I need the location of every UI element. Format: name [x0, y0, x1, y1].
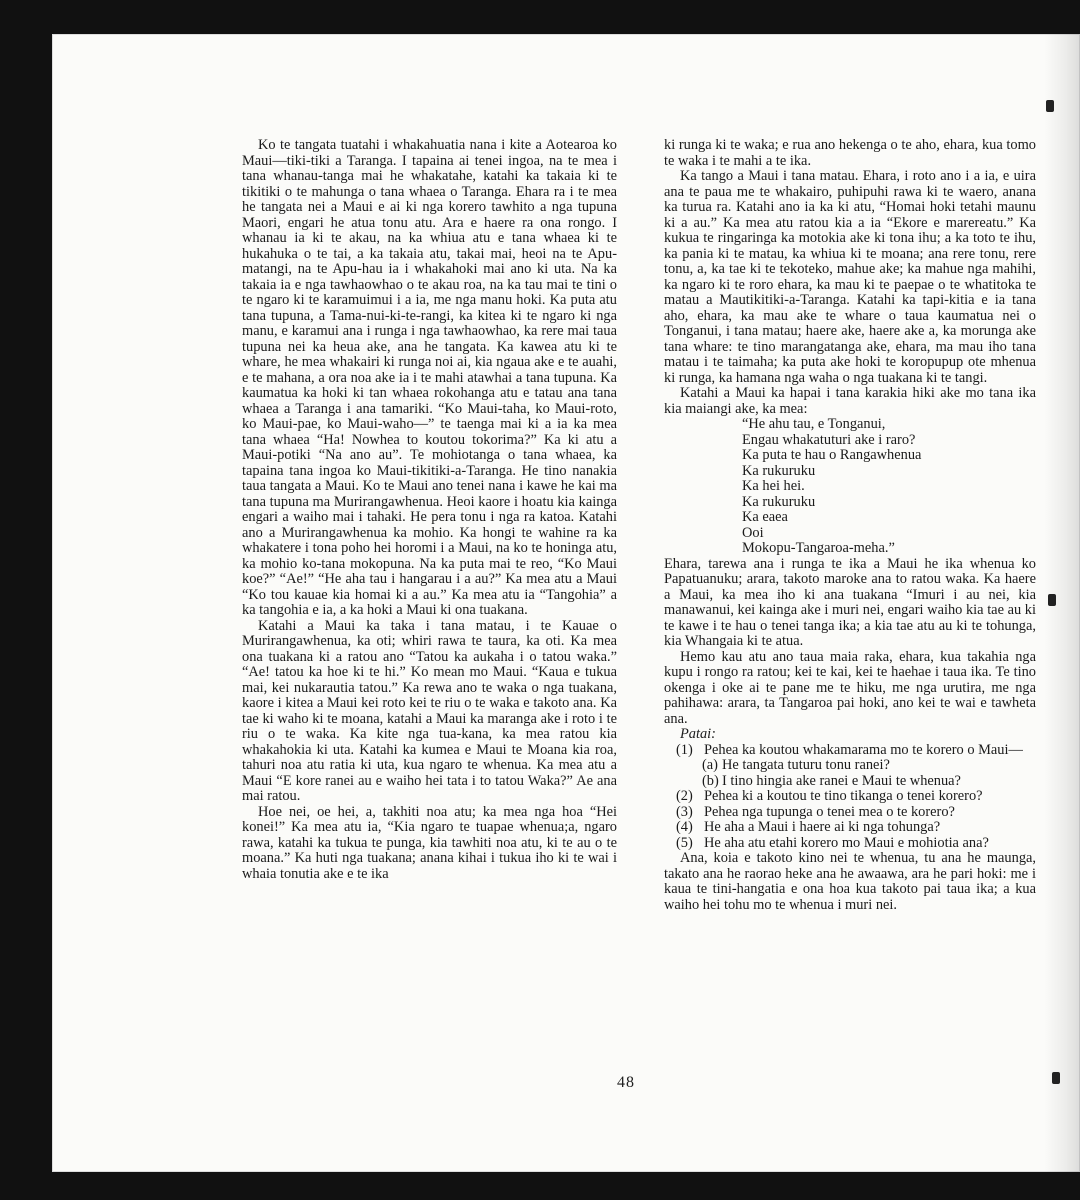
verse-line: Ka hei hei. — [742, 478, 805, 494]
paragraph: ki runga ki te waka; e rua ano hekenga o te aho, ehara, kua tomo te waka i te mahi a te ika. — [664, 137, 1036, 169]
verse-line: Ooi — [742, 524, 764, 541]
question-text: Pehea nga tupunga o tenei mea o te korero? — [704, 803, 955, 820]
verse-line: Engau whakatuturi ake i raro? — [742, 431, 916, 448]
question-item — [664, 836, 1036, 852]
question-number: (5) — [676, 834, 693, 851]
paragraph: Ko te tangata tuatahi i whakahuatia nana i kite a Aotearoa ko Maui—tiki-tiki a Taranga. I tapaina ai tenei ingoa, na te mea i tana whanau-tanga mai he whakatahe, katahi ka takaia ki te tikitiki o te mahunga o tana whaea o Taranga. Ehara ra i te mea he tangata nei a Maui e ai ki nga korero tawhito a nga tupuna Maori, engari he atua tonu atu. Ara e haere ra ona rongo. I whanau ia ki te akau, na ka whiua atu e tana whaea ki te hukahuka o te tai, a ka takaia atu, takai mai, heoi na te Apu-matangi, na te Apu-hau ia i whakahoki mai ano ki uta. Na ka takaia ia e nga tawhaowhao o te akau roa, na ka tau mai te tini o te ngaro ki te karamuimui i a ia, me nga manu hoki. Ka puta atu tana tupuna, a Tama-nui-ki-te-rangi, ka kitea ki te ngaro ki nga manu, e karamui ana i runga i nga tawhaowhao, ka rere mai taua tupuna nei ka heua ake, ana he tangata. Ka kawea atu ki te whare, he mea whakairi ki runga noi ai, kia ngaua ake e te auahi, e te mahana, a ora noa ake ia i te mahi atawhai a tana tupuna. Ka kaumatua ka hoki ki tan whaea rokohanga atu e tatau ana tana whaea a Taranga i ana tamariki. “Ko Maui-taha, ko Maui-roto, ko Maui-pae, ko Maui-waho—” te taenga mai ki a ia ka mea tana whaea “Ha! Nowhea to koutou tokorima?” Ka ki atu a Maui-potiki “Na ano au”. Te mohiotanga o tana whaea, ka tapaina tana ingoa ko Maui-tikitiki-a-Taranga. He tino nanakia taua tangata a Maui. Ko te Maui ano tenei nana i kawe he kai ma tana tupuna ma Murirangawhenua. Heoi kaore i hoatu kia kainga engari a waiho mai i tahaki. He pera tonu i nga ra katoa. Katahi ano a Murirangawhenua ka mohio. Ka hongi te wahine ra ka whakatere i tona poho hei horomi i a Maui, na ko te honinga atu, ka mohio ko-tana mokopuna. Na ka puta mai te reo, “Ko Maui koe?” “Ae!” “He aha tau i hangarau i a au?” Ka mea atu a Maui “Ko tou kauae kia homai ki a au.” Ka mea atu ia “Tangohia” a ka tangohia e ia, a ka hoki a Maui ki ona tuakana. — [242, 137, 617, 618]
question-text: Pehea ki a koutou te tino tikanga o tenei korero? — [704, 788, 983, 804]
verse-line: Ka puta te hau o Rangawhenua — [742, 447, 922, 463]
verse-line: Ka rukuruku — [742, 493, 816, 510]
paragraph: Katahi a Maui ka taka i tana matau, i te Kauae o Murirangawhenua, ka oti; whiri rawa te taura, ka oti. Ka mea ona tuakana ki a ratou ano “Tatou ka aukaha i o tatou waka.” “Ae! tatou ka hoe ki te hi.” Ko mean mo Maui. “Kaua e tukua mai, kei nukarautia tatou.” Ka rewa ano te waka o nga tuakana, kaore i kitea a Maui kei roto kei te riu o te waka e takoto ana. Ka tae ki waho ki te moana, katahi a Maui ka maranga ake i roto i te riu o te waka. Ka kite nga tua-kana, ka mea ratou kia whakahokia ki uta. Katahi ka kumea e Maui te Moana kia roa, tahuri noa atu ratia ki uta, kua ngaro te whenua. Ka mea atu a Maui “E kore ranei au e waiho hei tata i to tatou Waka?” Ae ana mai ratou. — [242, 617, 617, 804]
chant-verse — [742, 417, 1036, 557]
paragraph: Ana, koia e takoto kino nei te whenua, tu ana he maunga, takato ana he raorao heke ana he awaawa, ara he pari hoki: me i kaua te tini-hangatia e ona hoa kua takoto pai taua ika; a kua waiho hei tohu mo te whenua i muri nei. — [664, 850, 1036, 913]
paragraph: Katahi a Maui ka hapai i tana karakia hiki ake mo tana ika kia maiangi ake, ka mea: — [664, 385, 1036, 417]
paragraph: Hemo kau atu ano taua maia raka, ehara, kua takahia nga kupu i rongo ra ratou; kei te kai, kei te haehae i taua ika. Te tino okenga i oke ai te pane me te hiku, me nga urutira, me nga pahihawa: arara, ta Tangaroa pai hoki, ano kei te wai e tawheta ana. — [664, 648, 1036, 727]
scan-mark — [1052, 1072, 1060, 1084]
paragraph: Hoe nei, oe hei, a, takhiti noa atu; ka mea nga hoa “Hei konei!” Ka mea atu ia, “Kia ngaro te tuapae whenua;a, ngaro rawa, katahi ka tukua te punga, kia tawhiti noa atu, ki te au o te moana.” Ka huti nga tuakana; anana kihai i tukua iho ki te wai i whaia tonutia ake e te ika — [242, 803, 617, 882]
question-item — [664, 805, 1036, 821]
scanned-page — [52, 34, 1080, 1172]
questions-heading: Patai: — [680, 726, 716, 742]
question-number: (2) — [676, 788, 693, 804]
question-text: He tangata tuturu tonu ranei? — [722, 757, 890, 773]
question-number: (b) — [702, 772, 719, 789]
paragraph: Ehara, tarewa ana i runga te ika a Maui he ika whenua ko Papatuanuku; arara, takoto maroke ana to ratou waka. Ka haere a Maui, ka mea iho ki ana tuakana “Imuri i au nei, kia manawanui, kei kainga ake i muri nei, engari waiho kia tae au ki te kawe i te hau o tenei tanga ika; a kia tae atu au ki te tohunga, kia Whangaia ki te atua. — [664, 555, 1036, 649]
left-column — [242, 138, 617, 882]
question-item — [664, 743, 1036, 759]
question-number: (3) — [676, 803, 693, 820]
verse-line: Ka rukuruku — [742, 462, 816, 479]
question-text: He aha a Maui i haere ai ki nga tohunga? — [704, 819, 941, 835]
question-number: (a) — [702, 757, 718, 773]
question-item — [664, 789, 1036, 805]
right-column — [664, 138, 1036, 913]
scan-mark — [1046, 100, 1054, 112]
question-item — [664, 758, 1036, 774]
paragraph: Ka tango a Maui i tana matau. Ehara, i roto ano i a ia, e uira ana te paua me te whakairo, puhipuhi rawa ki te waero, anana ka turua ra. Katahi ano ia ka ki atu, “Homai hoki tetahi maunu ki a au.” Ka mea atu ratou kia a ia “Ekore e marereatu.” Ka kukua te ringaringa ka motokia ake ki tona ihu; a ka toto te ihu, ka pania ki te matau, ka whiua ki te moana; ana rere tonu, rere tonu, a, ka tae ki te tekoteko, mahue ake; ka mahue nga mahihi, ka ngaro ki te roro ehara, ka mau ki te paepae o te whatitoka te matau a Mautikitiki-a-Taranga. Katahi ka tapi-kitia e ia tana aho, ehara, ka mau ake te whare o taua kaumatua nei o Tonganui, i tana matau; haere ake, haere ake a, ka morunga ake tana whare: te tino marangatanga ake, ehara, ma mau iho tana matau i te taimaha; ka puta ake hoki te koropupup ote mhenua ki runga, ka hamana nga waha o nga tuakana ki te tangi. — [664, 168, 1036, 386]
question-text: He aha atu etahi korero mo Maui e mohiotia ana? — [704, 834, 989, 851]
page-number: 48 — [617, 1074, 635, 1091]
question-item — [664, 774, 1036, 790]
verse-line: Ka eaea — [742, 509, 788, 525]
verse-line: Mokopu-Tangaroa-meha.” — [742, 540, 895, 556]
verse-line: “He ahu tau, e Tonganui, — [742, 416, 886, 432]
question-text: Pehea ka koutou whakamarama mo te korero o Maui— — [704, 741, 1023, 758]
question-number: (4) — [676, 819, 693, 835]
scan-mark — [1048, 594, 1056, 606]
question-number: (1) — [676, 741, 693, 758]
questions-list — [664, 743, 1036, 852]
question-text: I tino hingia ake ranei e Maui te whenua? — [722, 772, 961, 789]
question-item — [664, 820, 1036, 836]
